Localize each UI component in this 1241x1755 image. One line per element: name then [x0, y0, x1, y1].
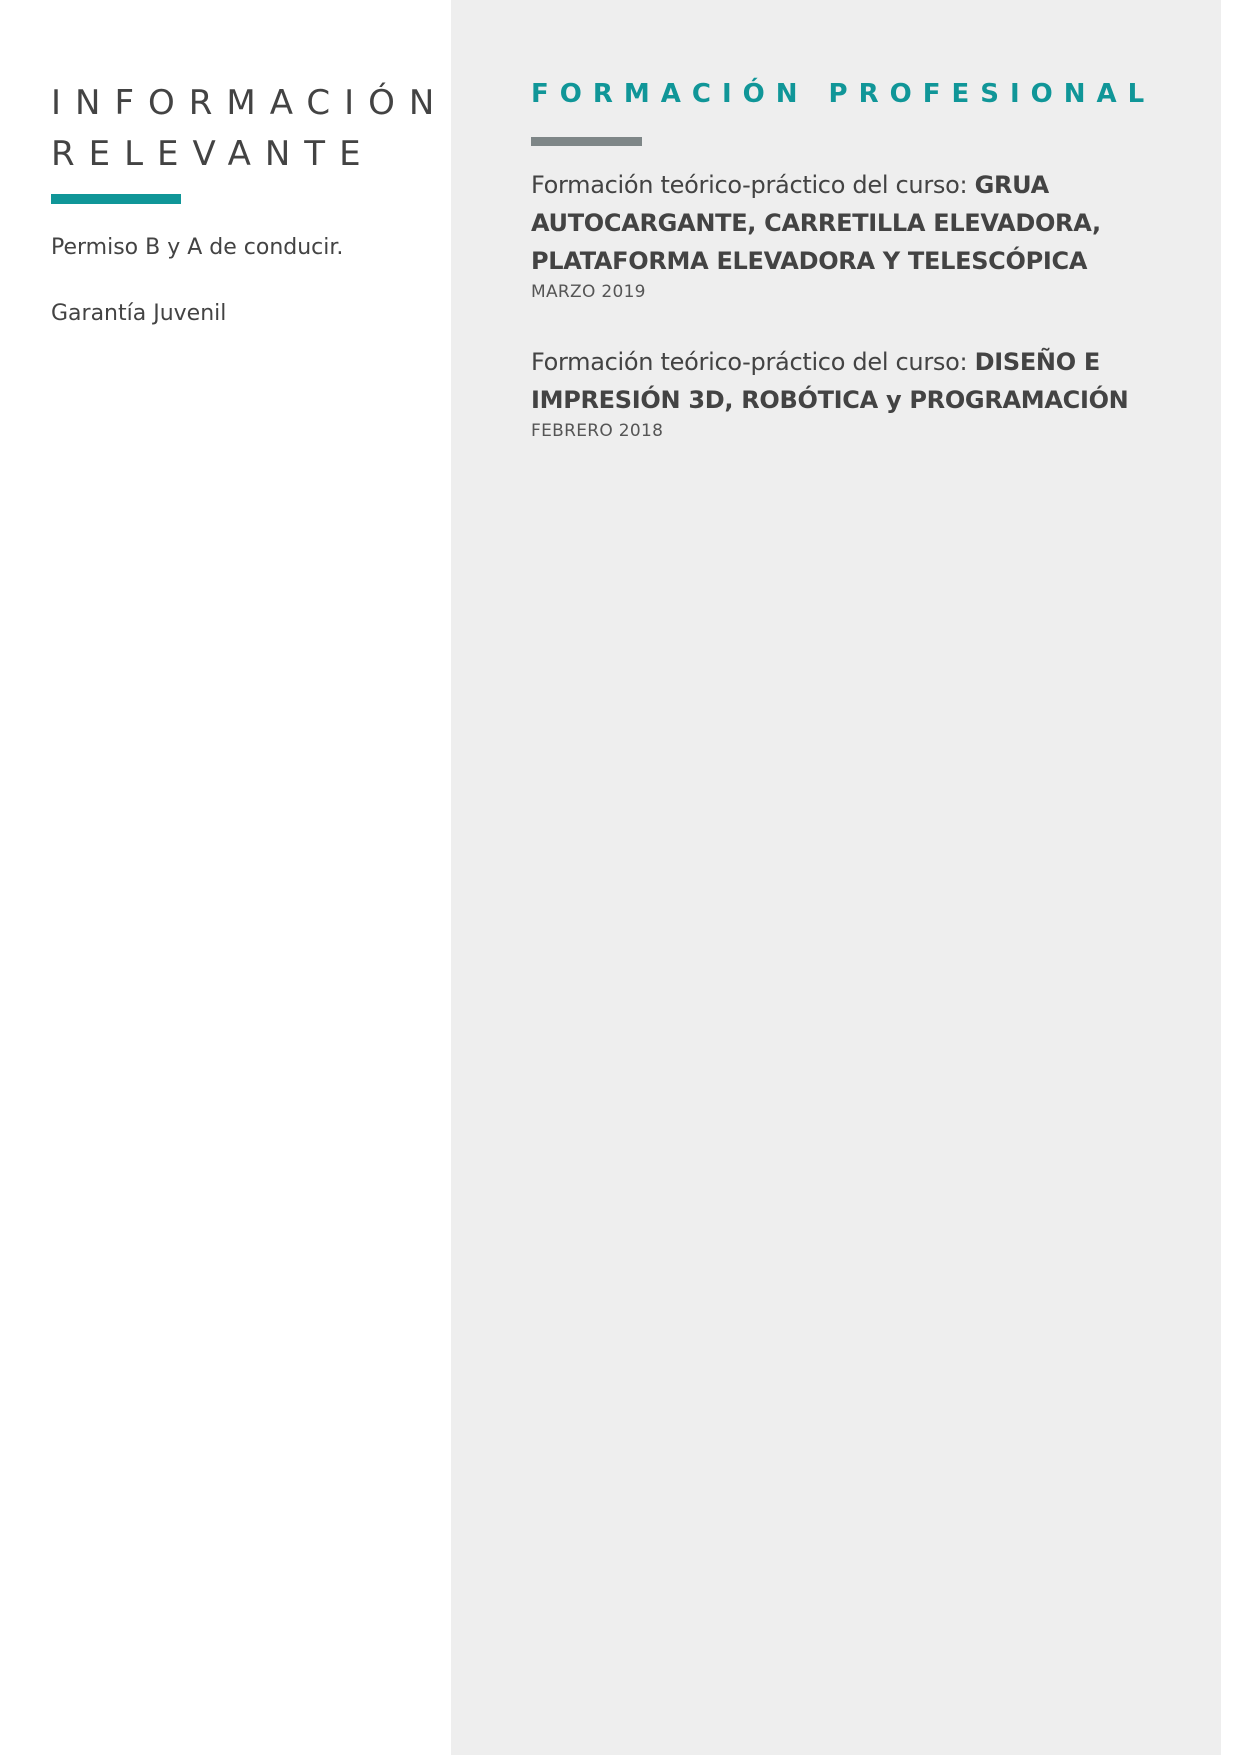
training-description — [531, 166, 1191, 280]
training-entry — [531, 166, 1191, 304]
training-date: FEBRERO 2018 — [531, 421, 664, 441]
training-entry — [531, 343, 1191, 443]
youth-guarantee-item: Garantía Juvenil — [51, 301, 227, 326]
training-date: MARZO 2019 — [531, 282, 646, 302]
professional-training-heading: FORMACIÓN PROFESIONAL — [531, 79, 1156, 109]
training-prefix: Formación teórico-práctico del curso: — [531, 171, 975, 199]
relevant-info-heading — [51, 78, 448, 180]
course-name: GRUA AUTOCARGANTE, CARRETILLA ELEVADORA, PLATAFORMA ELEVADORA Y TELESCÓPICA — [531, 171, 1101, 275]
training-description — [531, 343, 1191, 419]
heading-accent-bar — [51, 194, 181, 204]
heading-line-1: INFORMACIÓN — [51, 83, 449, 123]
driving-license-item: Permiso B y A de conducir. — [51, 235, 344, 260]
section-divider-bar — [531, 137, 642, 146]
heading-line-2: RELEVANTE — [51, 134, 375, 174]
course-name: DISEÑO E IMPRESIÓN 3D, ROBÓTICA y PROGRAMACIÓN — [531, 348, 1129, 414]
training-prefix: Formación teórico-práctico del curso: — [531, 348, 975, 376]
